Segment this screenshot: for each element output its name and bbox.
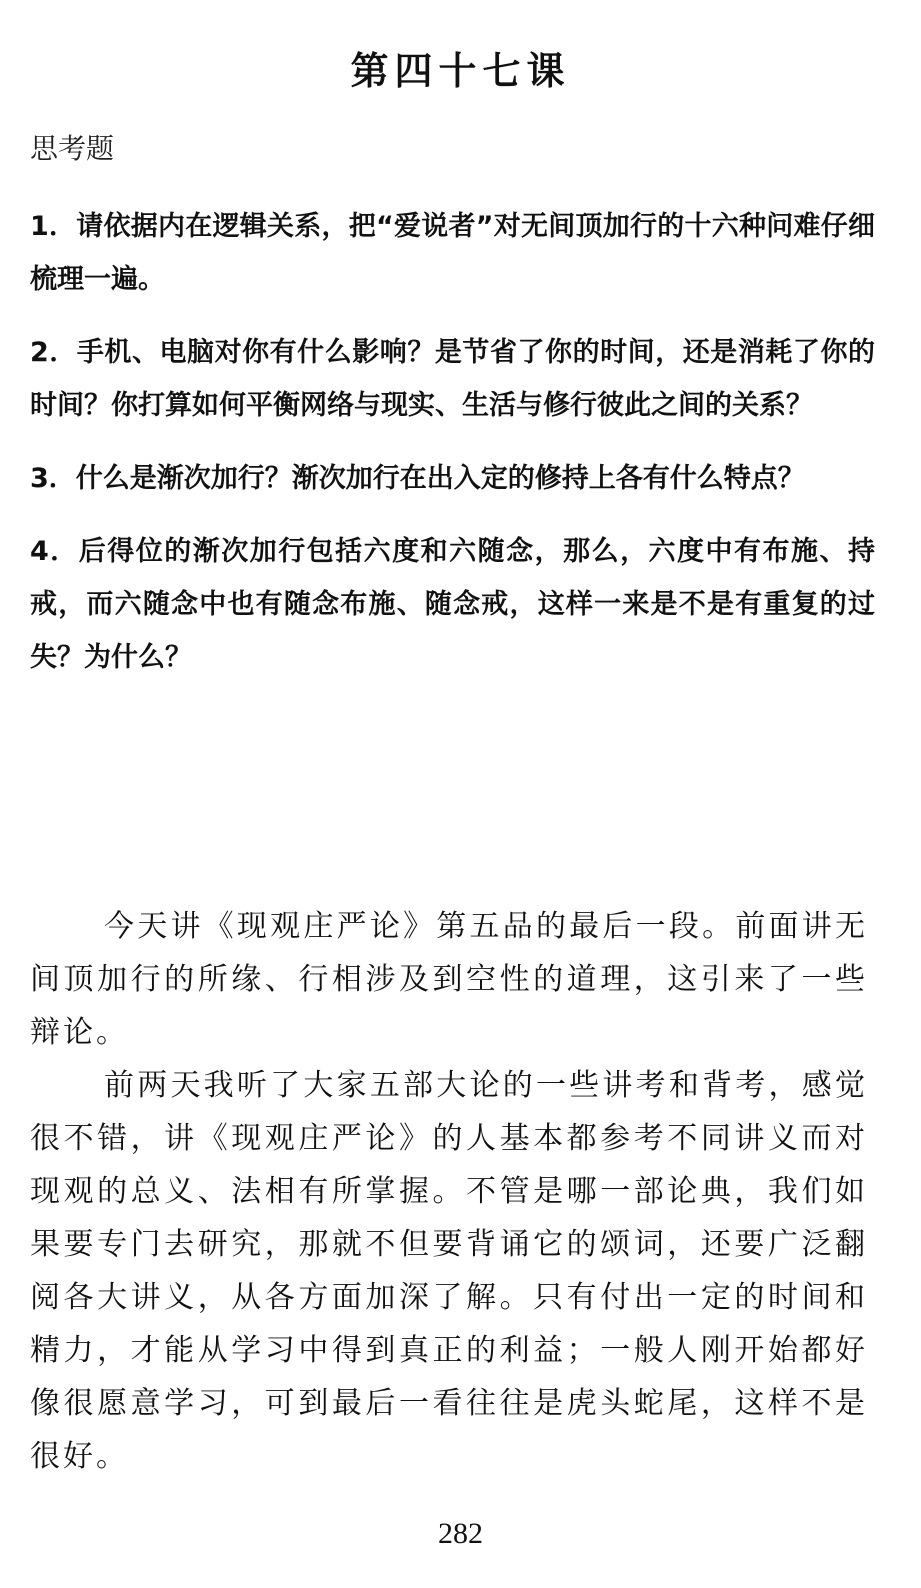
- question-item: 1．请依据内在逻辑关系，把“爱说者”对无间顶加行的十六种问难仔细梳理一遍。: [30, 211, 875, 295]
- lesson-title: 第四十七课: [350, 49, 571, 94]
- question-list: [30, 200, 875, 704]
- page-number: 282: [438, 1517, 483, 1550]
- section-label: 思考题: [30, 132, 115, 165]
- body-text: [30, 900, 868, 1483]
- question-item: 4．后得位的渐次加行包括六度和六随念，那么，六度中有布施、持戒，而六随念中也有随念布施、随念戒，这样一来是不是有重复的过失？为什么？: [30, 536, 875, 673]
- question-item: 2．手机、电脑对你有什么影响？是节省了你的时间，还是消耗了你的时间？你打算如何平衡网络与现实、生活与修行彼此之间的关系？: [30, 337, 875, 421]
- question-item: 3．什么是渐次加行？渐次加行在出入定的修持上各有什么特点？: [30, 463, 805, 494]
- body-paragraph: 今天讲《现观庄严论》第五品的最后一段。前面讲无间顶加行的所缘、行相涉及到空性的道理，这引来了一些辩论。: [30, 909, 868, 1050]
- body-paragraph: 前两天我听了大家五部大论的一些讲考和背考，感觉很不错，讲《现观庄严论》的人基本都参考不同讲义而对现观的总义、法相有所掌握。不管是哪一部论典，我们如果要专门去研究，那就不但要背诵它的颂词，还要广泛翻阅各大讲义，从各方面加深了解。只有付出一定的时间和精力，才能从学习中得到真正的利益；一般人刚开始都好像很愿意学习，可到最后一看往往是虎头蛇尾，这样不是很好。: [30, 1068, 868, 1474]
